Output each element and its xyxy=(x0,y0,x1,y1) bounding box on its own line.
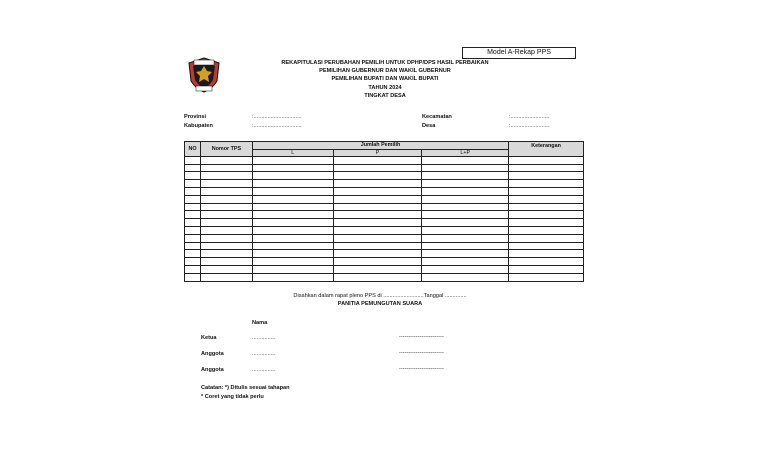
table-cell xyxy=(333,172,422,180)
table-cell xyxy=(185,156,201,164)
table-cell xyxy=(333,180,422,188)
table-cell xyxy=(333,164,422,172)
table-row xyxy=(185,172,584,180)
anggota2-name-dots: ............... xyxy=(252,367,276,373)
table-cell xyxy=(509,180,584,188)
table-cell xyxy=(333,195,422,203)
table-cell xyxy=(185,195,201,203)
table-cell xyxy=(185,187,201,195)
table-cell xyxy=(333,273,422,281)
table-row xyxy=(185,211,584,219)
table-cell xyxy=(333,187,422,195)
kecamatan-value: :......................... xyxy=(509,114,550,120)
col-keterangan-header: Keterangan xyxy=(509,142,584,150)
catatan-line-2: * Coret yang tidak perlu xyxy=(201,394,264,400)
table-cell xyxy=(185,265,201,273)
panitia-title: PANITIA PEMUNGUTAN SUARA xyxy=(337,301,423,307)
ketua-label: Ketua xyxy=(201,335,217,341)
table-cell xyxy=(200,203,252,211)
table-cell xyxy=(185,242,201,250)
table-cell xyxy=(185,203,201,211)
table-cell xyxy=(333,258,422,266)
table-cell xyxy=(422,172,509,180)
table-cell xyxy=(200,156,252,164)
table-cell xyxy=(509,164,584,172)
table-cell xyxy=(509,242,584,250)
table-cell xyxy=(200,258,252,266)
table-row xyxy=(185,195,584,203)
disahkan-line: Disahkan dalam rapat pleno PPS di ..........................Tanggal .............. xyxy=(293,293,467,299)
kabupaten-value: :............................... xyxy=(252,123,302,129)
table-cell xyxy=(509,273,584,281)
table-cell xyxy=(252,156,333,164)
table-cell xyxy=(252,265,333,273)
table-row xyxy=(185,273,584,281)
table-cell xyxy=(200,211,252,219)
table-cell xyxy=(509,258,584,266)
ketua-name-dots: ............... xyxy=(252,335,276,341)
anggota1-name-dots: ............... xyxy=(252,351,276,357)
table-cell xyxy=(333,211,422,219)
header-election-governor: PEMILIHAN GUBERNUR DAN WAKIL GUBERNUR xyxy=(319,68,451,75)
table-cell xyxy=(185,258,201,266)
table-cell xyxy=(509,156,584,164)
table-cell xyxy=(200,172,252,180)
info-right-values xyxy=(509,113,549,131)
table-cell xyxy=(422,203,509,211)
table-cell xyxy=(200,164,252,172)
table-row xyxy=(185,265,584,273)
table-cell xyxy=(509,226,584,234)
kpu-logo-icon xyxy=(186,57,222,93)
table-cell xyxy=(333,226,422,234)
table-cell xyxy=(422,211,509,219)
table-cell xyxy=(185,250,201,258)
table-cell xyxy=(200,265,252,273)
table-cell xyxy=(185,180,201,188)
nama-label: Nama xyxy=(252,320,268,326)
table-cell xyxy=(200,180,252,188)
table-cell xyxy=(185,273,201,281)
table-cell xyxy=(185,226,201,234)
table-cell xyxy=(252,234,333,242)
table-cell xyxy=(422,242,509,250)
table-cell xyxy=(252,258,333,266)
table-cell xyxy=(333,265,422,273)
table-row xyxy=(185,187,584,195)
table-cell xyxy=(509,234,584,242)
table-row xyxy=(185,250,584,258)
table-cell xyxy=(185,172,201,180)
table-cell xyxy=(333,203,422,211)
anggota2-sign-dots: ------------------------ xyxy=(399,366,444,372)
table-cell xyxy=(509,203,584,211)
header-election-regent: PEMILIHAN BUPATI DAN WAKIL BUPATI xyxy=(331,76,439,83)
table-cell xyxy=(422,195,509,203)
table-cell xyxy=(422,265,509,273)
table-cell xyxy=(252,242,333,250)
col-jumlah-header: Jumlah Pemilih xyxy=(252,142,508,150)
table-cell xyxy=(422,226,509,234)
table-cell xyxy=(252,180,333,188)
table-cell xyxy=(422,273,509,281)
table-cell xyxy=(252,187,333,195)
table-cell xyxy=(200,219,252,227)
table-cell xyxy=(509,187,584,195)
table-cell xyxy=(185,164,201,172)
table-row xyxy=(185,226,584,234)
col-p-header: P xyxy=(333,149,422,156)
col-tps-header: Nomor TPS xyxy=(200,142,252,157)
info-left-values xyxy=(252,113,302,131)
table-cell xyxy=(200,250,252,258)
desa-value: :......................... xyxy=(509,123,550,129)
table-body xyxy=(185,156,584,281)
table-cell xyxy=(185,234,201,242)
anggota1-sign-dots: ------------------------ xyxy=(399,350,444,356)
col-no-header: NO xyxy=(185,142,201,157)
table-row xyxy=(185,258,584,266)
table-cell xyxy=(509,195,584,203)
col-keterangan-sub xyxy=(509,149,584,156)
table-row xyxy=(185,242,584,250)
table-row xyxy=(185,156,584,164)
table-cell xyxy=(422,180,509,188)
kecamatan-label: Kecamatan xyxy=(422,114,452,120)
table-cell xyxy=(252,226,333,234)
provinsi-label: Provinsi xyxy=(184,114,207,120)
table-cell xyxy=(509,219,584,227)
table-cell xyxy=(185,211,201,219)
table-cell xyxy=(509,172,584,180)
table-cell xyxy=(333,234,422,242)
table-cell xyxy=(252,172,333,180)
col-lp-header: L+P xyxy=(422,149,509,156)
table-cell xyxy=(509,250,584,258)
table-cell xyxy=(422,187,509,195)
table-cell xyxy=(422,258,509,266)
table-cell xyxy=(509,211,584,219)
table-row xyxy=(185,203,584,211)
table-row xyxy=(185,234,584,242)
table-cell xyxy=(509,265,584,273)
table-row xyxy=(185,164,584,172)
table-cell xyxy=(200,234,252,242)
document-header xyxy=(270,59,500,100)
table-cell xyxy=(185,219,201,227)
table-cell xyxy=(252,203,333,211)
table-cell xyxy=(252,219,333,227)
table-cell xyxy=(200,242,252,250)
table-cell xyxy=(422,156,509,164)
table-cell xyxy=(333,156,422,164)
ketua-sign-dots: ------------------------ xyxy=(399,334,444,340)
table-cell xyxy=(252,273,333,281)
table-cell xyxy=(252,195,333,203)
table-row xyxy=(185,219,584,227)
table-cell xyxy=(422,219,509,227)
table-cell xyxy=(252,250,333,258)
table-cell xyxy=(200,273,252,281)
table-cell xyxy=(200,195,252,203)
anggota1-label: Anggota xyxy=(201,351,224,357)
recap-table xyxy=(184,141,584,282)
catatan-line-1: Catatan: *) Ditulis sesuai tahapan xyxy=(201,385,290,391)
anggota2-label: Anggota xyxy=(201,367,224,373)
model-label-box: Model A-Rekap PPS xyxy=(462,47,576,59)
desa-label: Desa xyxy=(422,123,436,129)
table-cell xyxy=(422,234,509,242)
info-right-labels xyxy=(422,113,452,131)
table-row xyxy=(185,180,584,188)
header-title: REKAPITULASI PERUBAHAN PEMILIH UNTUK DPHP/DPS HASIL PERBAIKAN xyxy=(281,60,489,66)
header-level: TINGKAT DESA xyxy=(364,92,406,99)
table-cell xyxy=(252,211,333,219)
provinsi-value: :............................... xyxy=(252,114,302,120)
table-cell xyxy=(333,250,422,258)
table-cell xyxy=(200,226,252,234)
kabupaten-label: Kabupaten xyxy=(184,123,213,129)
table-cell xyxy=(333,242,422,250)
table-cell xyxy=(200,187,252,195)
header-year: TAHUN 2024 xyxy=(368,84,402,91)
col-l-header: L xyxy=(252,149,333,156)
table-cell xyxy=(422,250,509,258)
info-left-labels xyxy=(184,113,213,131)
table-cell xyxy=(422,164,509,172)
table-cell xyxy=(252,164,333,172)
table-cell xyxy=(333,219,422,227)
